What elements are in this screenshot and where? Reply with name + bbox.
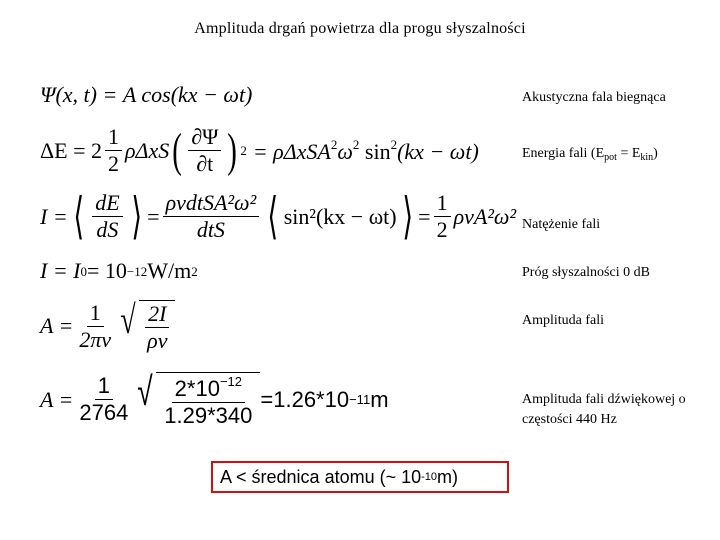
intensity-equation: I = ⟨ $\frac{dE}{dS}$ ⟩ = $\frac{\text{ρvdtSA²ω²}}{\text{dtS}}$ ⟨ sin²(kx − ωt) ⟩ = $\frac{1}{2}$ ρvA²ω² xyxy=(40,188,517,244)
eq2-partial-fraction: $\frac{\partial\Psi}{\partial t}$ xyxy=(188,126,221,175)
eq2-lhs: ΔE = 2 xyxy=(40,137,102,163)
eq3-sin-average: sin²(kx − ωt) xyxy=(283,203,397,229)
conclusion-box: A < średnica atomu (~ 10 -10 m) xyxy=(211,461,509,493)
eq3-energy-fraction: $\frac{\text{ρvdtSA²ω²}}{\text{dtS}}$ xyxy=(163,192,260,241)
eq2-rhs: = ρΔxSA xyxy=(252,139,331,164)
eq3-de-ds: $\frac{dE}{dS}$ xyxy=(92,192,122,241)
desc-threshold: Próg słyszalności 0 dB xyxy=(522,265,650,280)
traveling-wave-equation xyxy=(40,84,252,106)
eq2-mid: ρΔxS xyxy=(125,137,170,163)
eq6-fraction: $\frac{1}{2764}$ xyxy=(79,373,129,425)
amplitude-numeric-equation: A = $\frac{1}{2764}$ √ $\frac{2*10^{-12}}{1.29*340}$ =1.26*10 −11 m xyxy=(40,370,389,428)
threshold-intensity-equation: I = I 0 = 10 −12 W/m 2 xyxy=(40,258,198,283)
slide-title: Amplituda drgań powietrza dla progu słyszalności xyxy=(194,20,526,37)
eq3-lhs: I = xyxy=(40,203,68,229)
eq6-sqrt: √ $\frac{2*10^{-12}}{1.29*340}$ xyxy=(134,372,260,427)
desc-energy: Energia fali $(E_{pot} = E_{kin})$ xyxy=(522,146,658,163)
eq6-result: =1.26*10 xyxy=(260,386,350,412)
desc-amplitude-440hz: Amplituda fali dźwiękowej o częstości 440 Hz xyxy=(522,392,686,427)
eq3-rhs: ρvA²ω² xyxy=(453,203,517,229)
eq3-half: $\frac{1}{2}$ xyxy=(434,192,451,241)
desc-amplitude: Amplituda fali xyxy=(522,313,605,328)
amplitude-equation: A = $\frac{1}{2\pi\nu}$ √ $\frac{2I}{\rho v}$ xyxy=(40,300,175,352)
eq2-half-fraction: $\frac{1}{2}$ xyxy=(105,126,122,175)
wave-energy-equation: ΔE = 2 $\frac{1}{2}$ ρΔxS ( $\frac{\partial\Psi}{\partial t}$ ) 2 = $\rho\Delta xSA^2\omega^2$ $\sin^2(kx - \omega t)$ xyxy=(40,123,479,177)
eq5-sqrt: √ $\frac{2I}{\rho v}$ xyxy=(117,300,175,352)
desc-traveling-wave: Akustyczna fala biegnąca xyxy=(522,90,666,105)
eq1-text: Ψ(x, t) = A cos(kx − ωt) xyxy=(40,82,253,107)
eq5-fraction: $\frac{1}{2\pi\nu}$ xyxy=(79,299,112,352)
desc-intensity: Natężenie fali xyxy=(522,217,601,232)
